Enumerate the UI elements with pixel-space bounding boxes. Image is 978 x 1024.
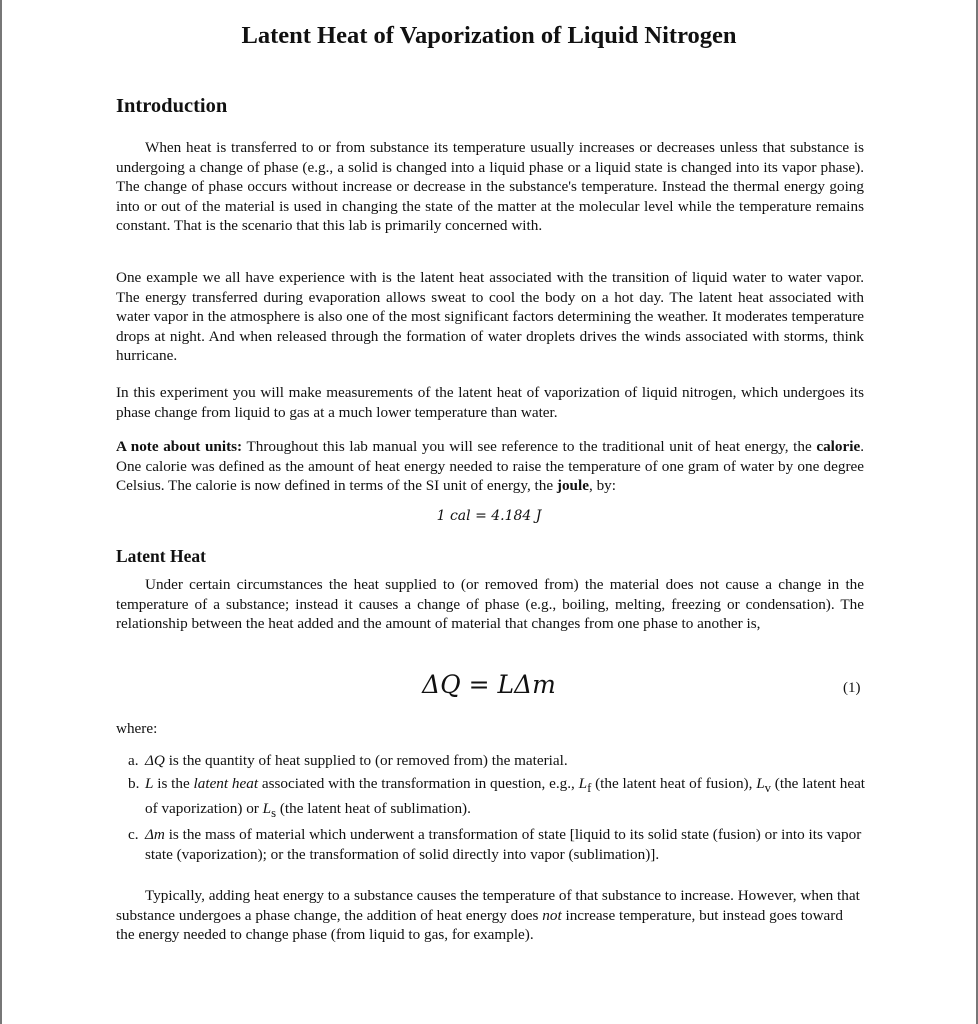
closing-text: Typically, adding heat energy to a substance causes the temperature of that substance to increase. However, when that substance undergoes a phase change, the addition of heat energy does (116, 887, 860, 924)
emphasis: not (542, 906, 562, 924)
emphasis: latent heat (193, 775, 259, 792)
list-text: associated with the transformation in question, e.g., (258, 775, 579, 792)
where-label: where: (116, 720, 158, 737)
calorie-equation (0, 508, 978, 525)
intro-paragraph-1: When heat is transferred to or from substance its temperature usually increases or decreases unless that substance is undergoing a change of phase (e.g., a solid is changed into a liquid phase or a liquid state is changed into its vapor phase). The change of phase occurs without increase or decrease in the substance's temperature. Instead the thermal energy going into or out of the material is used in changing the state of the matter at the molecular level while the temperature remains constant. That is the scenario that this lab is primarily concerned with. (116, 139, 864, 235)
calorie-term: calorie (816, 438, 861, 455)
calorie-equation-text: 1 cal = 4.184 J (436, 508, 542, 524)
list-text: (the latent heat of fusion), (591, 775, 757, 792)
list-text: (the latent heat of vaporization) or (145, 775, 866, 817)
symbol: ΔQ (145, 752, 165, 769)
list-item-c (116, 825, 868, 864)
subscript: v (764, 781, 771, 796)
intro-paragraph-2: One example we all have experience with is the latent heat associated with the transition of liquid water to water vapor. The energy transferred during evaporation allows sweat to cool the body on a hot day. The latent heat associated with water vapor in the atmosphere is also one of the most significant factors determining the weather. It moderates temperature drops at night. And when released through the formation of water droplets drives the winds associated with storms, think hurricane. (116, 269, 864, 365)
joule-term: joule (556, 477, 589, 495)
symbol: L (578, 775, 588, 792)
subscript: s (271, 805, 277, 820)
latent-heat-equation: ΔQ = LΔm (422, 670, 556, 699)
document-title: Latent Heat of Vaporization of Liquid Nitrogen (241, 22, 737, 49)
units-note (116, 437, 864, 496)
list-text: is the (153, 775, 194, 792)
list-marker: b. (128, 775, 140, 792)
intro-paragraph-3: In this experiment you will make measurements of the latent heat of vaporization of liquid nitrogen, which undergoes its phase change from liquid to gas at a much lower temperature than water. (116, 384, 864, 421)
units-note-label: A note about units: (116, 438, 243, 455)
equation-number: (1) (843, 680, 861, 696)
list-marker: c. (128, 826, 139, 843)
units-note-text: . One calorie was defined as the amount of heat energy needed to raise the temperature of one gram of water by one degree Celsius. The calorie is now defined in terms of the SI unit of energy, the (116, 438, 864, 495)
closing-paragraph (116, 886, 864, 945)
units-note-text: Throughout this lab manual you will see reference to the traditional unit of heat energy, the (242, 438, 817, 455)
symbol: L (756, 775, 765, 792)
list-item-b (116, 774, 868, 823)
list-marker: a. (128, 752, 139, 769)
list-item-a (116, 751, 868, 771)
symbol: L (145, 775, 154, 792)
list-text: is the mass of material which underwent a transformation of state [liquid to its solid state (fusion) or into its vapor state (vaporization); or the transformation of solid directly into vapor (sublimation)]. (145, 826, 862, 863)
symbol: Δm (145, 826, 165, 843)
latent-paragraph-1: Under certain circumstances the heat supplied to (or removed from) the material does not cause a change in the temperature of a substance; instead it causes a change of phase (e.g., boiling, melting, freezing or condensation). The relationship between the heat added and the amount of material that changes from one phase to another is, (116, 576, 864, 633)
symbol: L (262, 799, 272, 817)
units-note-text: , by: (588, 477, 616, 495)
closing-text: increase temperature, but instead goes toward the energy needed to change phase (from liquid to gas, for example). (116, 906, 843, 944)
list-text: is the quantity of heat supplied to (or removed from) the material. (164, 752, 568, 769)
list-text: (the latent heat of sublimation). (276, 799, 471, 817)
subscript: f (587, 781, 592, 796)
heading-introduction: Introduction (116, 95, 228, 117)
heading-latent-heat: Latent Heat (116, 546, 206, 566)
